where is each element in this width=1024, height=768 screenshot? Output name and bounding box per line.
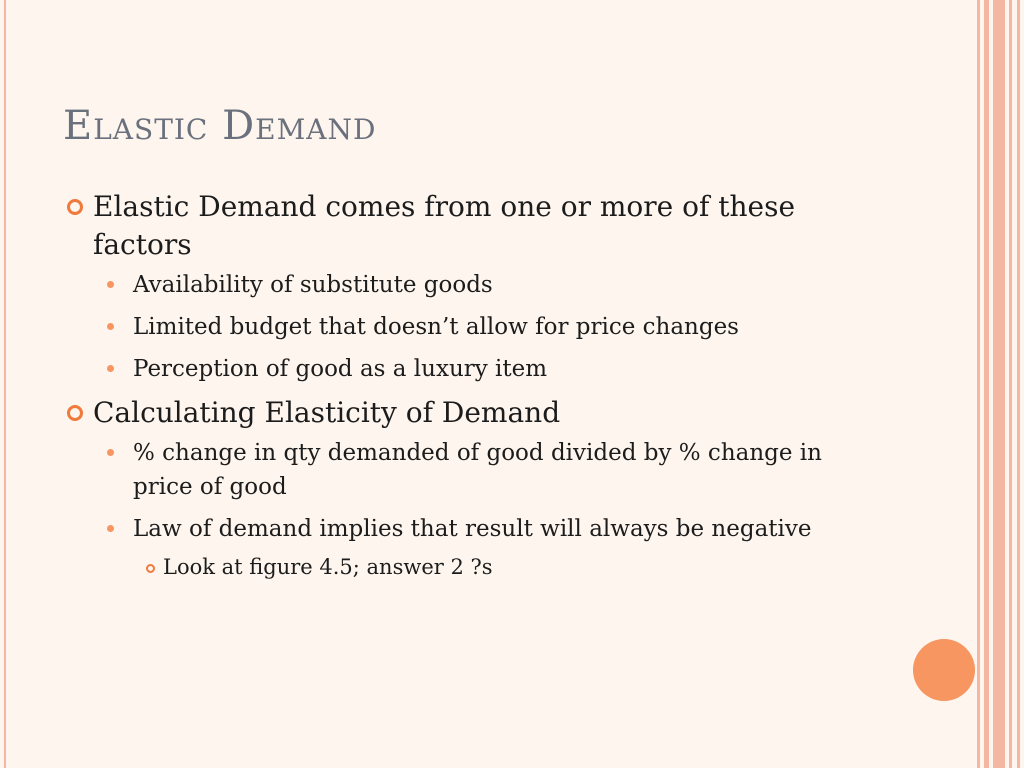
slide-title: Elastic Demand <box>63 103 377 149</box>
left-border-line <box>4 0 6 768</box>
ring-bullet-icon <box>67 405 83 421</box>
right-border-stripe <box>984 0 989 768</box>
dot-bullet-icon <box>107 323 114 330</box>
right-border-stripe <box>993 0 1005 768</box>
right-border-stripe <box>977 0 980 768</box>
bullet-item <box>63 394 883 582</box>
sub-bullet-text: Perception of good as a luxury item <box>133 356 548 382</box>
sub-bullet-text: Limited budget that doesn’t allow for price changes <box>133 314 739 340</box>
sub-bullet-item <box>93 310 883 344</box>
sub-bullet-list <box>93 268 883 386</box>
small-ring-bullet-icon <box>146 564 155 573</box>
bullet-text: Elastic Demand comes from one or more of these factors <box>93 190 796 261</box>
bullet-list <box>63 188 883 582</box>
sub-bullet-list <box>93 436 883 582</box>
bullet-text: Calculating Elasticity of Demand <box>93 396 561 429</box>
sub-bullet-item <box>93 268 883 302</box>
sub-bullet-item <box>93 512 883 582</box>
sub-bullet-item <box>93 436 883 504</box>
slide-body <box>63 188 883 590</box>
right-border-stripe <box>1017 0 1020 768</box>
dot-bullet-icon <box>107 449 114 456</box>
right-border-stripe <box>1009 0 1012 768</box>
sub-sub-bullet-text: Look at figure 4.5; answer 2 ?s <box>163 555 493 579</box>
sub-bullet-text: Law of demand implies that result will always be negative <box>133 516 812 542</box>
sub-bullet-text: % change in qty demanded of good divided by % change in price of good <box>133 440 822 500</box>
sub-sub-bullet-list <box>133 552 883 582</box>
dot-bullet-icon <box>107 281 114 288</box>
decorative-circle <box>913 639 975 701</box>
dot-bullet-icon <box>107 365 114 372</box>
dot-bullet-icon <box>107 525 114 532</box>
ring-bullet-icon <box>67 199 83 215</box>
sub-bullet-item <box>93 352 883 386</box>
bullet-item <box>63 188 883 386</box>
sub-sub-bullet-item <box>133 552 883 582</box>
sub-bullet-text: Availability of substitute goods <box>133 272 493 298</box>
